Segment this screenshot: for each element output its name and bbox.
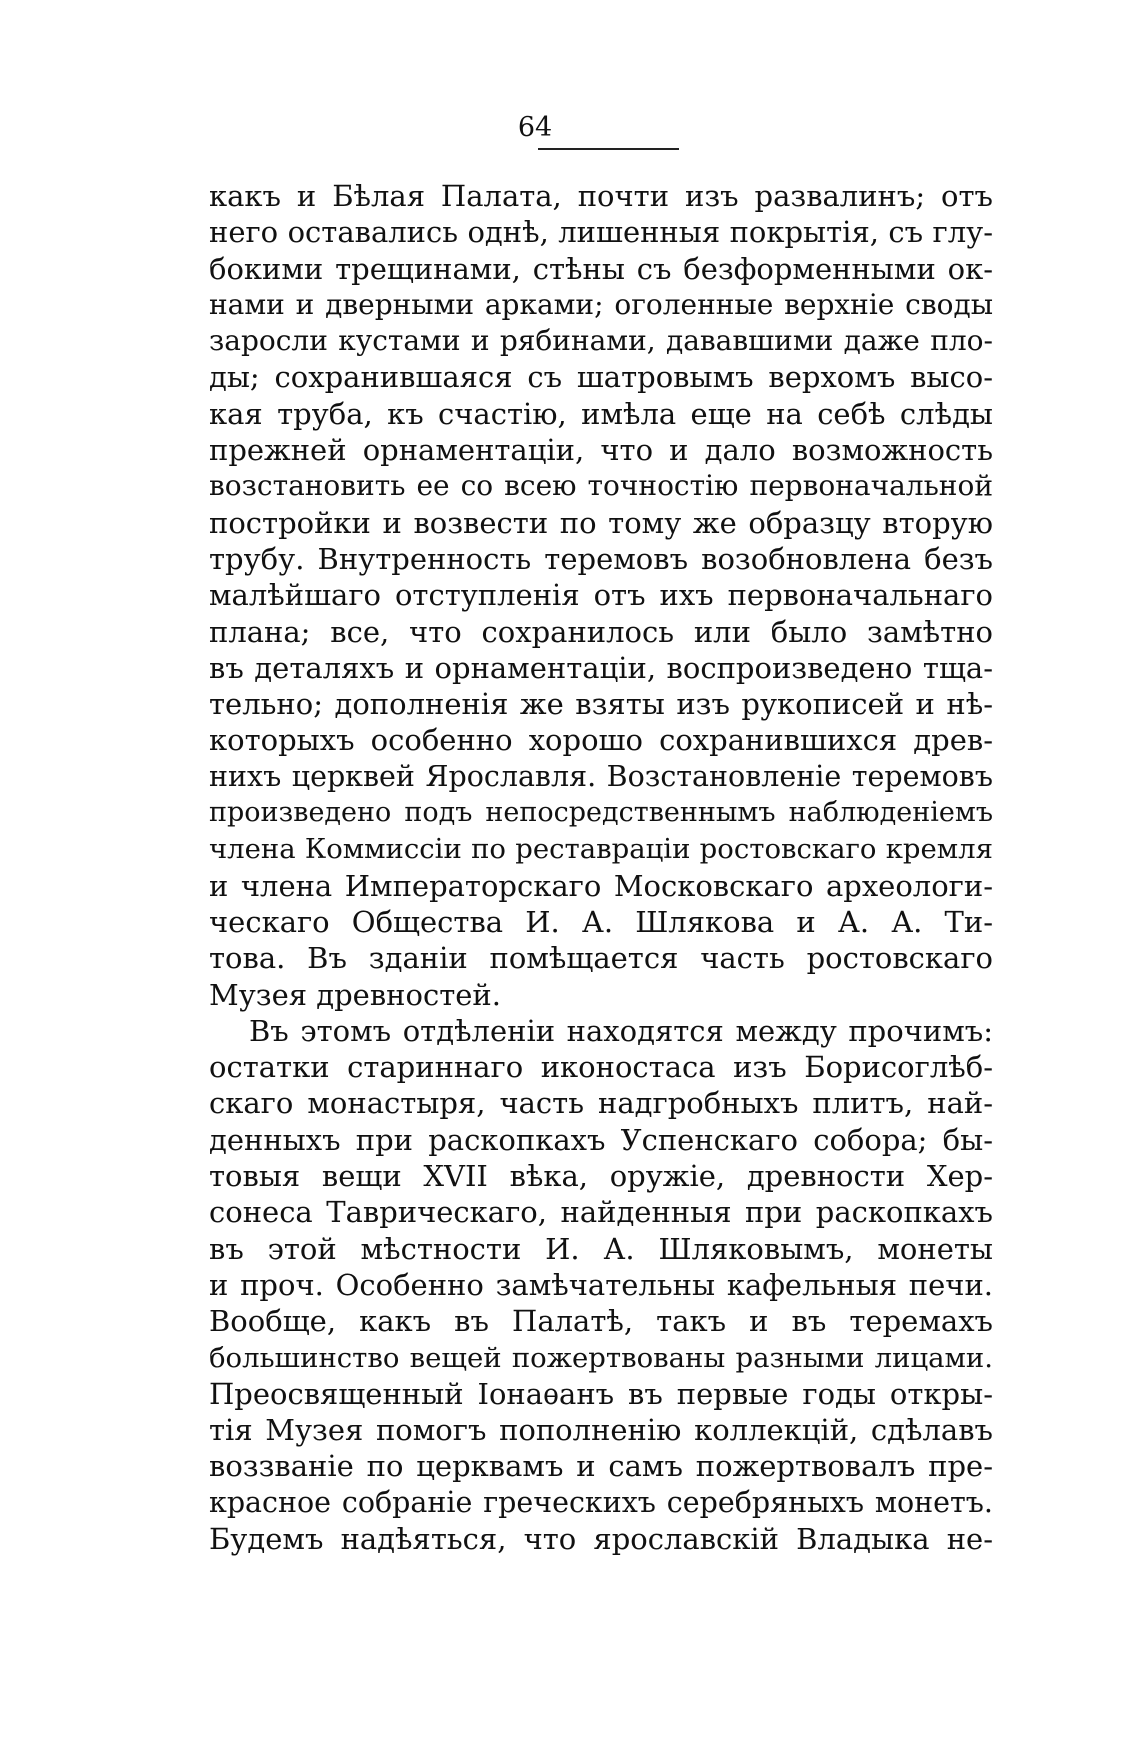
text-line: въ этой мѣстности И. А. Шляковымъ, монеты	[209, 1231, 993, 1266]
text-line: Будемъ надѣяться, что ярославскій Владыка не-	[209, 1521, 993, 1556]
text-line: воззваніе по церквамъ и самъ пожертвовалъ пре-	[209, 1449, 993, 1484]
text-line: плана; все, что сохранилось или было замѣтно	[209, 614, 993, 649]
text-line: Въ этомъ отдѣленіи находятся между прочимъ:	[249, 1013, 993, 1048]
text-line: трубу. Внутренность теремовъ возобновлена безъ	[209, 541, 993, 576]
text-line: денныхъ при раскопкахъ Успенскаго собора; бы-	[209, 1122, 993, 1157]
text-line: товыя вещи XVII вѣка, оружіе, древности Хер-	[209, 1159, 993, 1194]
text-line: большинство вещей пожертвованы разными лицами.	[209, 1341, 993, 1374]
text-line: и проч. Особенно замѣчательны кафельныя печи.	[209, 1267, 993, 1302]
text-line: въ деталяхъ и орнаментаціи, воспроизведено тща-	[209, 650, 993, 685]
text-line: Вообще, какъ въ Палатѣ, такъ и въ теремахъ	[209, 1304, 993, 1339]
page-number: 64	[517, 112, 553, 143]
text-line: Преосвященный Іонаѳанъ въ первые годы откры-	[209, 1376, 993, 1411]
text-line: остатки стариннаго иконостаса изъ Борисоглѣб-	[209, 1050, 993, 1085]
paragraph-1	[209, 178, 993, 1013]
text-line: ческаго Общества И. А. Шлякова и А. А. Ти-	[209, 904, 993, 939]
text-line: произведено подъ непосредственнымъ наблюденіемъ	[209, 797, 993, 829]
text-line: нами и дверными арками; оголенные верхніе своды	[209, 287, 993, 321]
text-line: бокими трещинами, стѣны съ безформенными ок-	[209, 251, 993, 286]
body-text	[209, 178, 993, 1557]
text-line: какъ и Бѣлая Палата, почти изъ развалинъ; отъ	[209, 179, 993, 213]
text-line: това. Въ зданіи помѣщается часть ростовскаго	[209, 941, 993, 976]
text-line: малѣйшаго отступленія отъ ихъ первоначальнаго	[209, 578, 993, 613]
text-line: прежней орнаментаціи, что и дало возможность	[209, 433, 993, 468]
text-line: заросли кустами и рябинами, дававшими даже пло-	[209, 324, 993, 358]
text-line: тія Музея помогъ пополненію коллекцій, сдѣлавъ	[209, 1413, 993, 1448]
text-line: нихъ церквей Ярославля. Возстановленіе теремовъ	[209, 759, 993, 793]
text-line: и члена Императорскаго Московскаго археологи-	[209, 868, 993, 903]
text-line: сонеса Таврическаго, найденныя при раскопкахъ	[209, 1195, 993, 1230]
text-line: кая труба, къ счастію, имѣла еще на себѣ слѣды	[209, 396, 993, 431]
text-line: скаго монастыря, часть надгробныхъ плитъ, най-	[209, 1086, 993, 1121]
text-line: Музея древностей.	[209, 977, 501, 1012]
text-line: тельно; дополненія же взяты изъ рукописей и нѣ-	[209, 687, 993, 722]
text-line: постройки и возвести по тому же образцу вторую	[209, 505, 993, 540]
text-line: ды; сохранившаяся съ шатровымъ верхомъ высо-	[209, 360, 993, 395]
text-line: возстановить ее со всею точностію первоначальной	[209, 469, 993, 503]
paragraph-2	[209, 1013, 993, 1557]
text-line: него оставались однѣ, лишенныя покрытія, съ глу-	[209, 215, 993, 250]
text-line: которыхъ особенно хорошо сохранившихся древ-	[209, 723, 993, 758]
text-line: члена Коммиссіи по реставраціи ростовскаго кремля	[209, 833, 993, 866]
header-rule	[538, 148, 679, 150]
text-line: красное собраніе греческихъ серебряныхъ монетъ.	[209, 1485, 993, 1519]
